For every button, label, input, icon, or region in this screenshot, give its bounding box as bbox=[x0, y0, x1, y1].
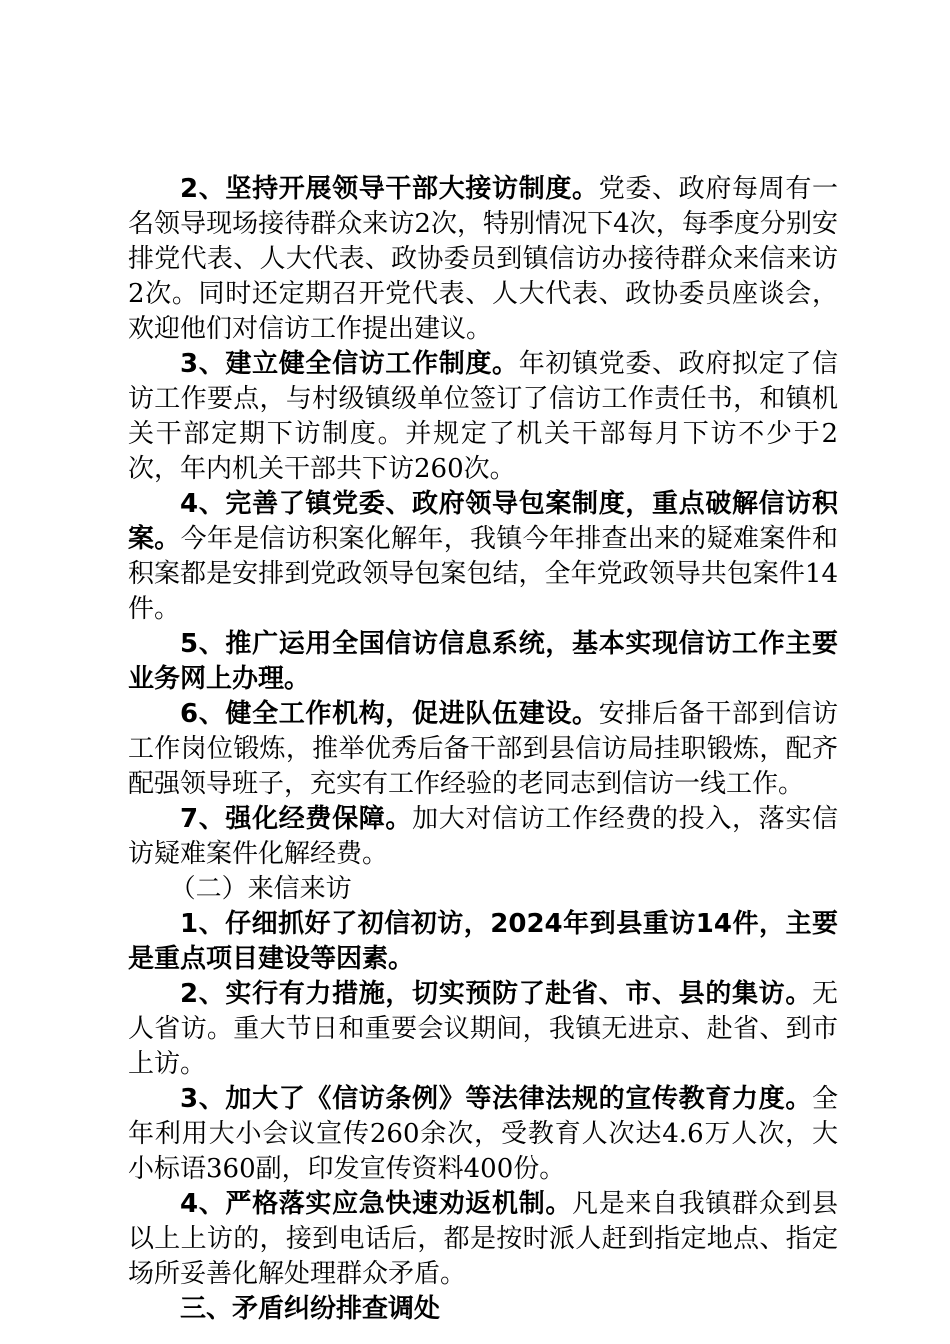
paragraph-lead: 3、建立健全信访工作制度。 bbox=[180, 349, 519, 379]
paragraph-lead: 7、强化经费保障。 bbox=[180, 804, 413, 834]
document-body bbox=[128, 172, 838, 1327]
paragraph-text: 安排后备干部到信访工作岗位锻炼，推举优秀后备干部到县信访局挂职锻炼，配齐配强领导班子，充实有工作经验的老同志到信访一线工作。 bbox=[128, 699, 838, 799]
paragraph-text: 年初镇党委、政府拟定了信访工作要点，与村级镇级单位签订了信访工作责任书，和镇机关干部定期下访制度。并规定了机关干部每月下访不少于2次，年内机关干部共下访260次。 bbox=[128, 349, 838, 484]
paragraph-lead: 1、仔细抓好了初信初访，2024年到县重访14件，主要是重点项目建设等因素。 bbox=[128, 909, 838, 974]
paragraph-lead: 4、完善了镇党委、政府领导包案制度，重点破解信访积案。 bbox=[128, 489, 838, 554]
paragraph-text: 加大对信访工作经费的投入，落实信访疑难案件化解经费。 bbox=[128, 804, 838, 869]
paragraph-emergency-return bbox=[128, 1187, 838, 1292]
paragraph-lead: 6、健全工作机构，促进队伍建设。 bbox=[180, 699, 599, 729]
paragraph-lead: 4、严格落实应急快速劝返机制。 bbox=[180, 1189, 573, 1219]
paragraph-lead: 5、推广运用全国信访信息系统，基本实现信访工作主要业务网上办理。 bbox=[128, 629, 838, 694]
paragraph-initial-visits bbox=[128, 907, 838, 977]
section-heading-disputes: 三、矛盾纠纷排查调处 bbox=[180, 1294, 441, 1324]
paragraph-text: 党委、政府每周有一名领导现场接待群众来访2次，特别情况下4次，每季度分别安排党代表、人大代表、政协委员到镇信访办接待群众来信来访2次。同时还定期召开党代表、人大代表、政协委员座谈会，欢迎他们对信访工作提出建议。 bbox=[128, 174, 838, 344]
paragraph-case-responsibility bbox=[128, 487, 838, 627]
paragraph-funding bbox=[128, 802, 838, 872]
paragraph-leader-reception bbox=[128, 172, 838, 347]
paragraph-online-system bbox=[128, 627, 838, 697]
paragraph-text: 凡是来自我镇群众到县以上上访的，接到电话后，都是按时派人赶到指定地点、指定场所妥善化解处理群众矛盾。 bbox=[128, 1189, 838, 1289]
paragraph-lead: 3、加大了《信访条例》等法律法规的宣传教育力度。 bbox=[180, 1084, 812, 1114]
paragraph-text: 今年是信访积案化解年，我镇今年排查出来的疑难案件和积案都是安排到党政领导包案包结，全年党政领导共包案件14件。 bbox=[128, 524, 838, 624]
paragraph-text: 无人省访。重大节日和重要会议期间，我镇无进京、赴省、到市上访。 bbox=[128, 979, 838, 1079]
subheading-letters-visits: （二）来信来访 bbox=[169, 874, 352, 904]
paragraph-team-building bbox=[128, 697, 838, 802]
paragraph-text: 全年利用大小会议宣传260余次，受教育人次达4.6万人次，大小标语360副，印发宣传资料400份。 bbox=[128, 1084, 838, 1184]
paragraph-petition-system bbox=[128, 347, 838, 487]
paragraph-publicity bbox=[128, 1082, 838, 1187]
paragraph-lead: 2、实行有力措施，切实预防了赴省、市、县的集访。 bbox=[180, 979, 812, 1009]
paragraph-lead: 2、坚持开展领导干部大接访制度。 bbox=[180, 174, 599, 204]
paragraph-prevent-group-visits bbox=[128, 977, 838, 1082]
